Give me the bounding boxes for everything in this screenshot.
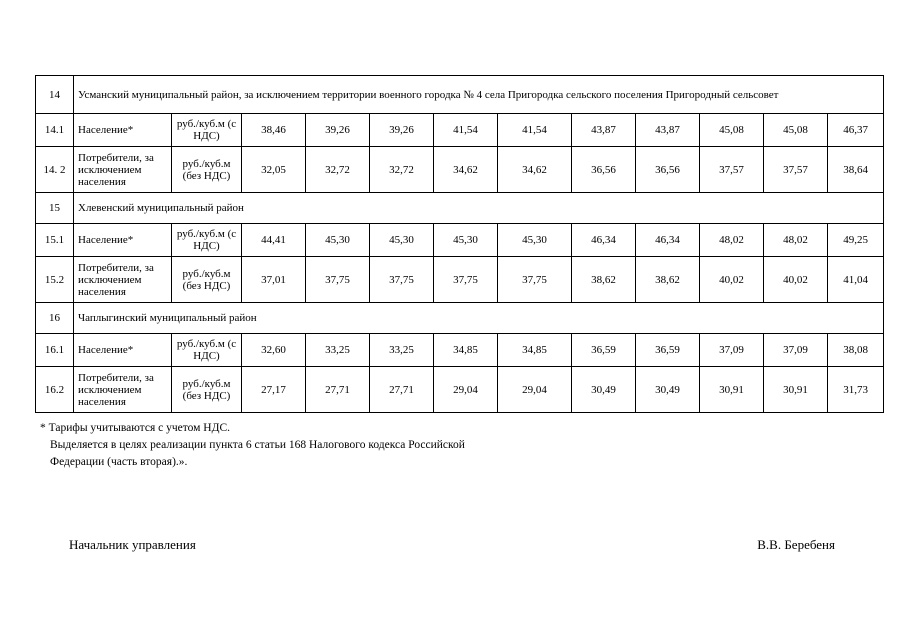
tariff-value: 30,91 — [700, 367, 764, 413]
unit: руб./куб.м (с НДС) — [172, 224, 242, 257]
tariff-value: 38,08 — [828, 334, 884, 367]
section-number: 16 — [36, 303, 74, 334]
tariff-value: 37,01 — [242, 257, 306, 303]
section-number: 14 — [36, 76, 74, 114]
tariff-value: 27,71 — [306, 367, 370, 413]
consumer-category: Потребители, за исключением населения — [74, 147, 172, 193]
section-title: Усманский муниципальный район, за исключением территории военного городка № 4 села Пригородка сельского поселения Пригородный сельсовет — [74, 76, 884, 114]
tariff-value: 34,62 — [498, 147, 572, 193]
tariff-value: 46,34 — [572, 224, 636, 257]
tariff-table — [35, 75, 884, 413]
tariff-value: 48,02 — [764, 224, 828, 257]
consumer-category: Потребители, за исключением населения — [74, 257, 172, 303]
section-row — [36, 303, 884, 334]
tariff-value: 40,02 — [764, 257, 828, 303]
tariff-table-body — [36, 76, 884, 413]
section-row — [36, 193, 884, 224]
tariff-value: 36,59 — [572, 334, 636, 367]
tariff-value: 41,04 — [828, 257, 884, 303]
tariff-value: 37,09 — [764, 334, 828, 367]
row-number: 16.2 — [36, 367, 74, 413]
tariff-value: 43,87 — [572, 114, 636, 147]
tariff-value: 40,02 — [700, 257, 764, 303]
tariff-value: 36,59 — [636, 334, 700, 367]
tariff-value: 37,75 — [434, 257, 498, 303]
tariff-value: 45,08 — [700, 114, 764, 147]
tariff-value: 29,04 — [434, 367, 498, 413]
tariff-row — [36, 367, 884, 413]
tariff-value: 37,09 — [700, 334, 764, 367]
tariff-value: 37,75 — [498, 257, 572, 303]
tariff-value: 29,04 — [498, 367, 572, 413]
tariff-value: 37,57 — [764, 147, 828, 193]
section-title: Хлевенский муниципальный район — [74, 193, 884, 224]
tariff-value: 33,25 — [370, 334, 434, 367]
tariff-value: 49,25 — [828, 224, 884, 257]
tariff-value: 34,85 — [498, 334, 572, 367]
tariff-value: 46,34 — [636, 224, 700, 257]
tariff-value: 45,30 — [306, 224, 370, 257]
footnote-tax-code-cont: Федерации (часть вторая).». — [50, 456, 188, 468]
tariff-value: 41,54 — [434, 114, 498, 147]
tariff-value: 34,62 — [434, 147, 498, 193]
tariff-row — [36, 224, 884, 257]
tariff-value: 30,49 — [572, 367, 636, 413]
tariff-value: 45,30 — [370, 224, 434, 257]
tariff-value: 44,41 — [242, 224, 306, 257]
tariff-value: 33,25 — [306, 334, 370, 367]
row-number: 16.1 — [36, 334, 74, 367]
signature-position: Начальник управления — [69, 537, 196, 552]
tariff-value: 27,17 — [242, 367, 306, 413]
tariff-value: 34,85 — [434, 334, 498, 367]
tariff-value: 37,75 — [306, 257, 370, 303]
tariff-value: 38,46 — [242, 114, 306, 147]
tariff-value: 32,05 — [242, 147, 306, 193]
tariff-value: 41,54 — [498, 114, 572, 147]
signature-name: В.В. Беребеня — [757, 537, 835, 552]
unit: руб./куб.м (без НДС) — [172, 147, 242, 193]
tariff-value: 31,73 — [828, 367, 884, 413]
unit: руб./куб.м (с НДС) — [172, 114, 242, 147]
tariff-value: 39,26 — [370, 114, 434, 147]
section-title: Чаплыгинский муниципальный район — [74, 303, 884, 334]
footnote-tax-code: Выделяется в целях реализации пункта 6 статьи 168 Налогового кодекса Российской — [50, 439, 465, 451]
footnotes — [40, 420, 465, 471]
tariff-value: 45,08 — [764, 114, 828, 147]
consumer-category: Население* — [74, 334, 172, 367]
tariff-value: 37,75 — [370, 257, 434, 303]
consumer-category: Население* — [74, 114, 172, 147]
tariff-value: 48,02 — [700, 224, 764, 257]
tariff-value: 45,30 — [498, 224, 572, 257]
unit: руб./куб.м (с НДС) — [172, 334, 242, 367]
row-number: 14. 2 — [36, 147, 74, 193]
tariff-value: 39,26 — [306, 114, 370, 147]
tariff-value: 30,91 — [764, 367, 828, 413]
tariff-value: 38,62 — [572, 257, 636, 303]
tariff-value: 27,71 — [370, 367, 434, 413]
tariff-value: 36,56 — [636, 147, 700, 193]
tariff-value: 38,62 — [636, 257, 700, 303]
tariff-value: 36,56 — [572, 147, 636, 193]
tariff-row — [36, 334, 884, 367]
unit: руб./куб.м (без НДС) — [172, 367, 242, 413]
section-number: 15 — [36, 193, 74, 224]
tariff-row — [36, 257, 884, 303]
tariff-value: 37,57 — [700, 147, 764, 193]
tariff-value: 32,72 — [370, 147, 434, 193]
tariff-value: 43,87 — [636, 114, 700, 147]
tariff-value: 45,30 — [434, 224, 498, 257]
consumer-category: Потребители, за исключением населения — [74, 367, 172, 413]
tariff-value: 32,60 — [242, 334, 306, 367]
unit: руб./куб.м (без НДС) — [172, 257, 242, 303]
tariff-value: 38,64 — [828, 147, 884, 193]
section-row — [36, 76, 884, 114]
tariff-row — [36, 114, 884, 147]
row-number: 15.2 — [36, 257, 74, 303]
tariff-value: 30,49 — [636, 367, 700, 413]
consumer-category: Население* — [74, 224, 172, 257]
row-number: 15.1 — [36, 224, 74, 257]
tariff-value: 32,72 — [306, 147, 370, 193]
tariff-row — [36, 147, 884, 193]
row-number: 14.1 — [36, 114, 74, 147]
footnote-vat: * Тарифы учитываются с учетом НДС. — [40, 422, 230, 434]
tariff-value: 46,37 — [828, 114, 884, 147]
